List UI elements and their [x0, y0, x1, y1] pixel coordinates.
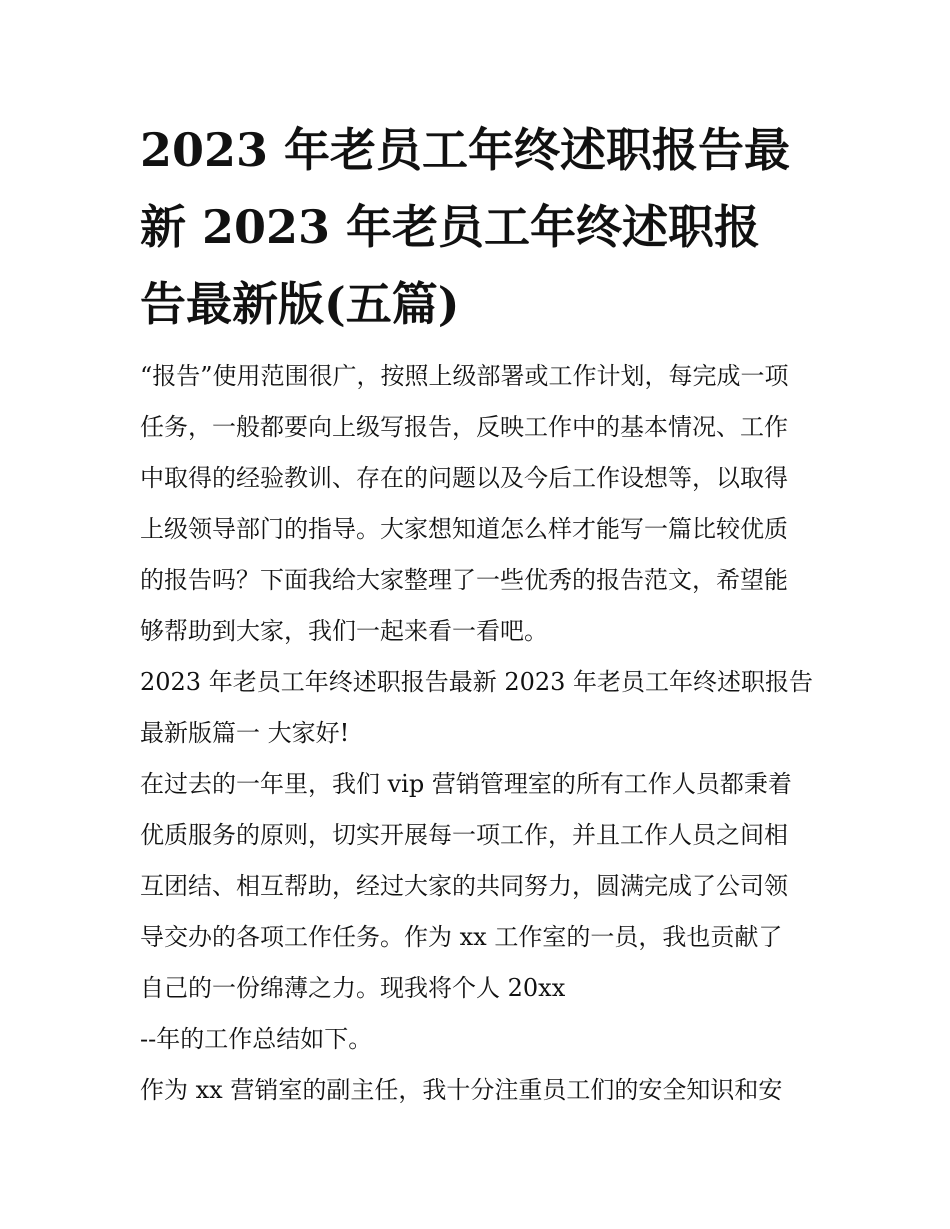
body-line: “报告”使用范围很广，按照上级部署或工作计划，每完成一项 — [140, 362, 789, 390]
body-line: 互团结、相互帮助，经过大家的共同努力，圆满完成了公司领 — [140, 872, 788, 900]
document-body — [140, 351, 815, 1116]
body-line: 自己的一份绵薄之力。现我将个人 20xx — [140, 974, 566, 1002]
body-line: 够帮助到大家，我们一起来看一看吧。 — [140, 617, 548, 645]
body-line: 在过去的一年里，我们 vip 营销管理室的所有工作人员都秉着 — [140, 770, 792, 798]
body-line: 导交办的各项工作任务。作为 xx 工作室的一员，我也贡献了 — [140, 923, 783, 951]
body-line: 作为 xx 营销室的副主任，我十分注重员工们的安全知识和安 — [140, 1076, 783, 1104]
body-line: 的报告吗？下面我给大家整理了一些优秀的报告范文，希望能 — [140, 566, 788, 594]
document-content — [140, 112, 815, 1116]
body-line: 优质服务的原则，切实开展每一项工作，并且工作人员之间相 — [140, 821, 788, 849]
title-line: 新 2023 年老员工年终述职报 — [140, 200, 761, 254]
title-line: 2023 年老员工年终述职报告最 — [140, 123, 791, 177]
body-line: 2023 年老员工年终述职报告最新 2023 年老员工年终述职报告 — [140, 668, 814, 696]
title-line: 告最新版(五篇) — [140, 277, 460, 331]
body-line: 上级领导部门的指导。大家想知道怎么样才能写一篇比较优质 — [140, 515, 788, 543]
body-line: 任务，一般都要向上级写报告，反映工作中的基本情况、工作 — [140, 413, 788, 441]
body-line: 中取得的经验教训、存在的问题以及今后工作设想等，以取得 — [140, 464, 788, 492]
body-line: --年的工作总结如下。 — [140, 1025, 373, 1053]
document-title — [140, 112, 815, 343]
body-line: 最新版篇一 大家好! — [140, 719, 350, 747]
